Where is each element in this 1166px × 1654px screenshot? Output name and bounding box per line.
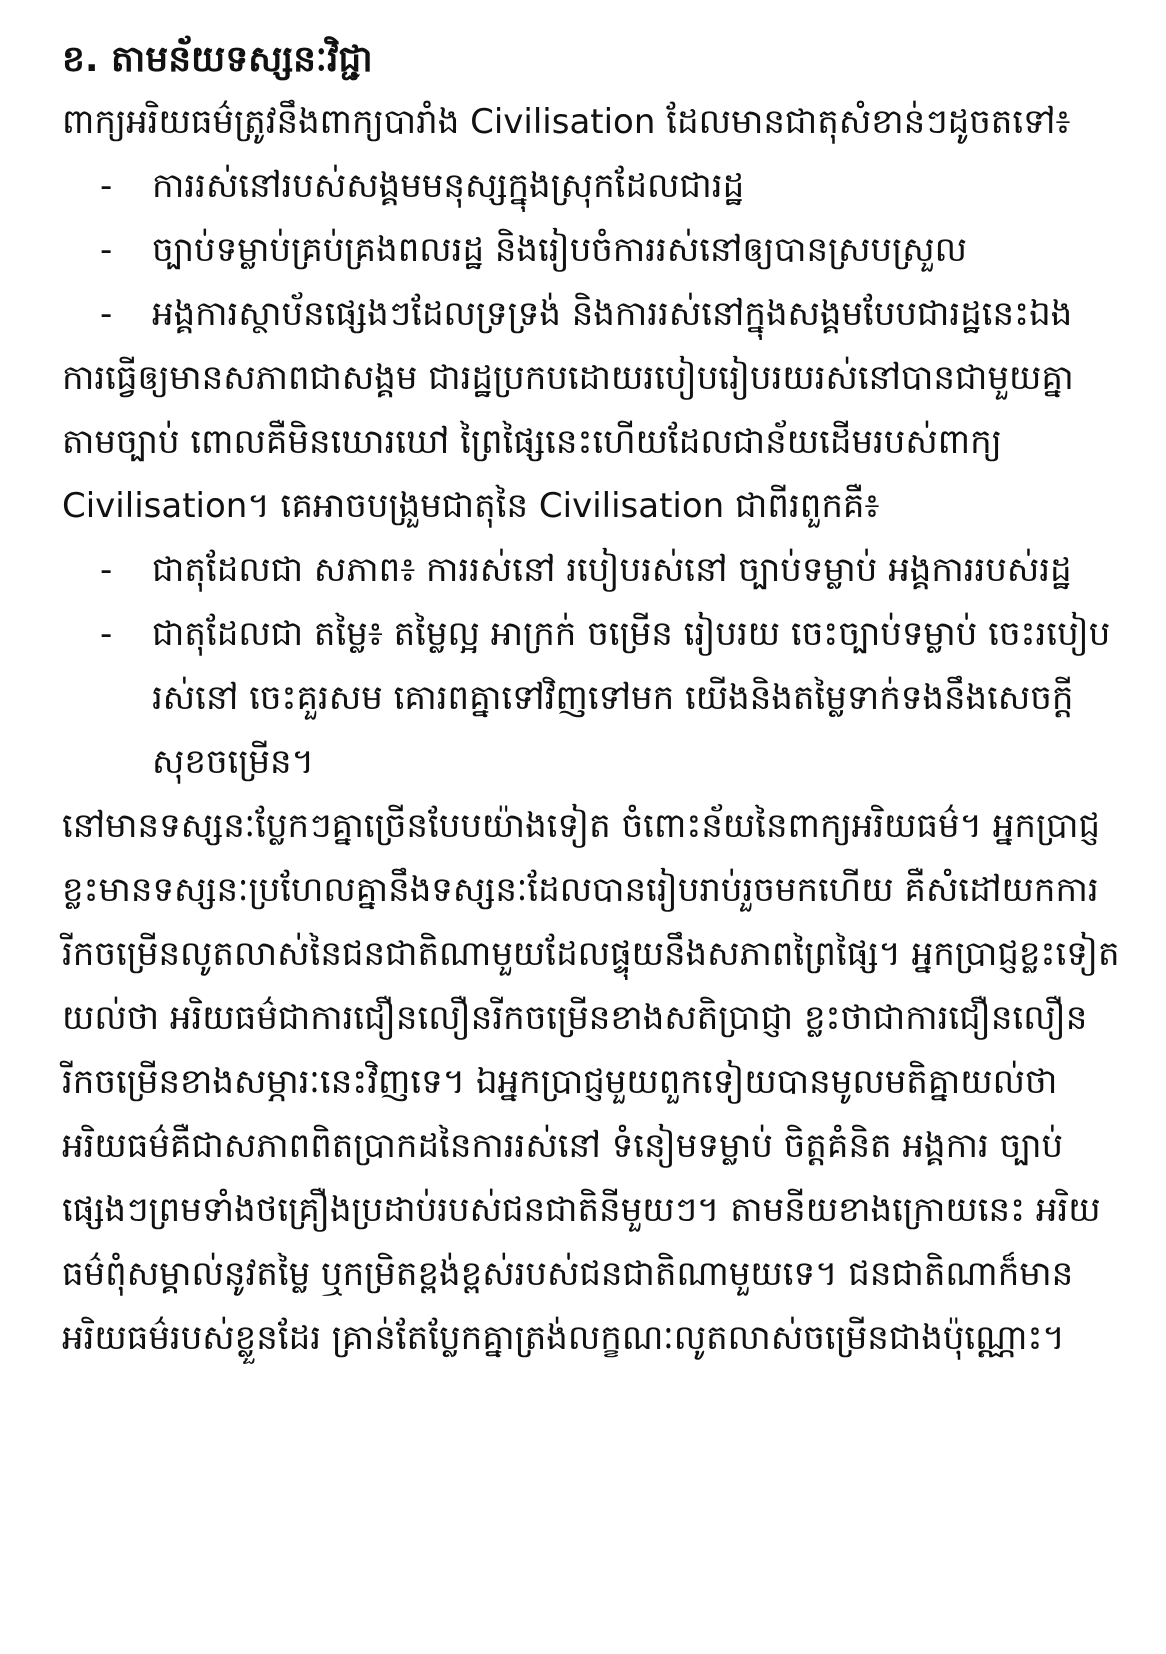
list-item [62,538,1122,602]
list-item [62,282,1122,346]
bullet-dash: - [100,166,113,206]
list-item [62,154,1122,218]
bullet-dash: - [100,294,113,334]
list-item-text: ជាតុដែលជា តម្លៃ៖ តម្លៃល្អ អាក្រក់ ចម្រើន រៀបរយ ចេះច្បាប់ទម្លាប់ ចេះរបៀបរស់នៅ ចេះគួរសម គោរពគ្នាទៅវិញទៅមក យើងនិងតម្លៃទាក់ទងនឹងសេចក្ដីសុខចម្រើន។ [152,614,1111,782]
categories-list [62,538,1122,794]
intro-paragraph: ពាក្យអរិយធម៌ត្រូវនឹងពាក្យបារាំង Civilisation ដែលមានជាតុសំខាន់ៗដូចតទៅ៖ [62,102,1071,142]
list-item-text: ជាតុដែលជា សភាព៖ ការរស់នៅ របៀបរស់នៅ ច្បាប់ទម្លាប់ អង្គការរបស់រដ្ឋ [152,550,1072,590]
section-heading: ខ. តាមន័យទស្សនៈវិជ្ជា [62,39,373,80]
list-item [62,602,1122,794]
document-page [62,30,1122,1370]
list-item-text: ច្បាប់ទម្លាប់គ្រប់គ្រងពលរដ្ឋ និងរៀបចំការរស់នៅឲ្យបានស្របស្រួល [152,230,967,270]
body-paragraph: ការធ្វើឲ្យមានសភាពជាសង្គម ជារដ្ឋប្រកបដោយរបៀបរៀបរយរស់នៅបានជាមួយគ្នាតាមច្បាប់ ពោលគឺមិនឃោរឃៅ ព្រៃផ្សៃនេះហើយដែលជាន័យដើមរបស់ពាក្យ Civilisation។ គេអាចបង្រួមជាតុនៃ Civilisation ជាពីរពួកគឺ៖ [62,358,1074,526]
bullet-dash: - [100,230,113,270]
bullet-dash: - [100,550,113,590]
list-item [62,218,1122,282]
elements-list [62,154,1122,346]
body-paragraph: នៅមានទស្សនៈប្លែកៗគ្នាច្រើនបែបយ៉ាងទៀត ចំពោះន័យនៃពាក្យអរិយធម៌។ អ្នកប្រាជ្ញខ្លះមានទស្សនៈប្រហែលគ្នានឹងទស្សនៈដែលបានរៀបរាប់រួចមកហើយ គឺសំដៅយកការរីកចម្រើនលូតលាស់នៃជនជាតិណាមួយដែលផ្ទុយនឹងសភាពព្រៃផ្សៃ។ អ្នកប្រាជ្ញខ្លះទៀតយល់ថា អរិយធម៌ជាការជឿនលឿនរីកចម្រើនខាងសតិប្រាជ្ញា ខ្លះថាជាការជឿនលឿនរីកចម្រើនខាងសម្ភារៈនេះវិញទេ។ ឯអ្នកប្រាជ្ញមួយពួកទៀយបានមូលមតិគ្នាយល់ថា អរិយធម៌គឺជាសភាពពិតប្រាកដនៃការរស់នៅ ទំនៀមទម្លាប់ ចិត្តគំនិត អង្គការ ច្បាប់ផ្សេងៗព្រមទាំងថគ្រឿងប្រដាប់របស់ជនជាតិនីមួយៗ។ តាមនីយខាងក្រោយនេះ អរិយធម៌ពុំសម្គាល់នូវតម្លៃ ឬកម្រិតខ្ពង់ខ្ពស់របស់ជនជាតិណាមួយទេ។ ជនជាតិណាក៏មានអរិយធម៌របស់ខ្លួនដែរ គ្រាន់តែប្លែកគ្នាត្រង់លក្ខណៈលូតលាស់ចម្រើនជាងប៉ុណ្ណោះ។ [62,806,1120,1358]
list-item-text: ការរស់នៅរបស់សង្គមមនុស្សក្នុងស្រុកដែលជារដ្ឋ [152,166,745,206]
list-item-text: អង្គការស្ថាប័នផ្សេងៗដែលទ្រទ្រង់ និងការរស់នៅក្នុងសង្គមបែបជារដ្ឋនេះឯង [152,294,1073,334]
bullet-dash: - [100,614,113,654]
